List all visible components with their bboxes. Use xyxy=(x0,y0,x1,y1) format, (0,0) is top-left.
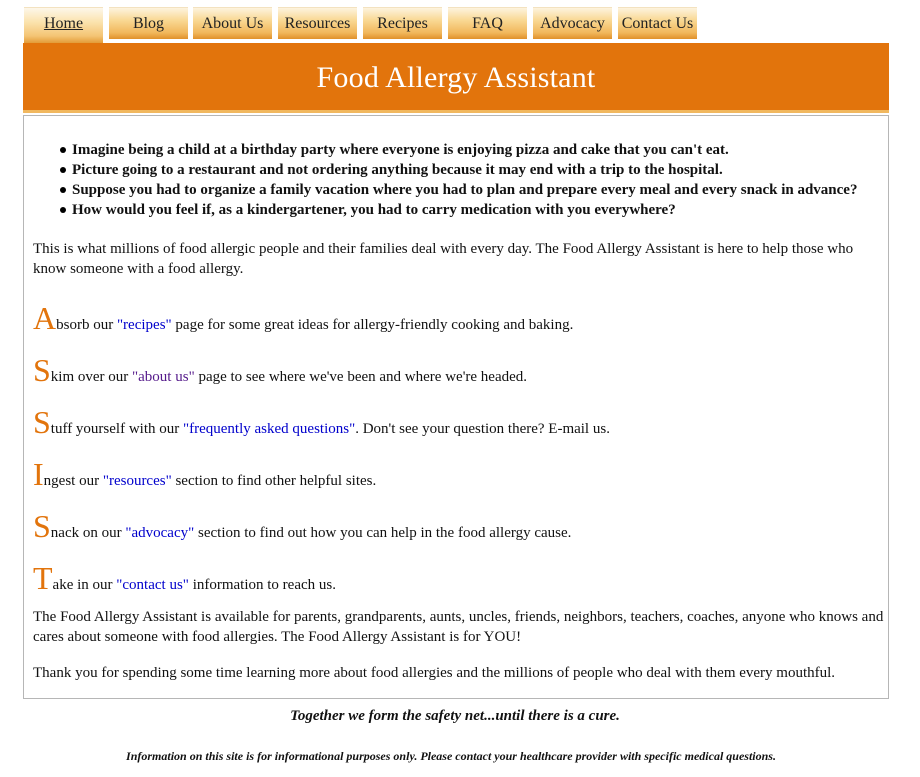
acrostic-letter: A xyxy=(33,300,57,336)
tab-contact-us[interactable] xyxy=(618,7,697,39)
tab-home[interactable] xyxy=(24,7,103,43)
tab-recipes[interactable] xyxy=(363,7,442,39)
acrostic-text: section to find other helpful sites. xyxy=(171,473,377,489)
acrostic-text: page to see where we've been and where we're headed. xyxy=(194,369,528,385)
list-item: How would you feel if, as a kindergartener, you had to carry medication with you everywhere? xyxy=(72,200,857,220)
acrostic-text: kim over our xyxy=(50,369,133,385)
tab-recipes-label: Recipes xyxy=(377,15,428,32)
acrostic-letter: S xyxy=(33,508,51,544)
acrostic-line-absorb xyxy=(33,300,574,336)
main-nav xyxy=(24,7,704,43)
acrostic-text: ake in our xyxy=(52,577,117,593)
closing-paragraph: The Food Allergy Assistant is available for parents, grandparents, aunts, uncles, friends, neighbors, teachers, coaches, anyone who knows and cares about someone with food allergies. The Food Allergy Assistant is for YOU! xyxy=(33,609,884,645)
tab-resources-label: Resources xyxy=(284,15,351,32)
tab-faq-label: FAQ xyxy=(472,15,503,32)
list-item: Picture going to a restaurant and not ordering anything because it may end with a trip to the hospital. xyxy=(72,160,857,180)
list-item: Suppose you had to organize a family vacation where you had to plan and prepare every meal and every snack in advance? xyxy=(72,182,858,198)
tab-about-us-label: About Us xyxy=(201,15,264,32)
acrostic-line-snack xyxy=(33,508,572,544)
about-us-link[interactable]: "about us" xyxy=(132,369,195,385)
tab-advocacy-label: Advocacy xyxy=(540,15,605,32)
tab-about-us[interactable] xyxy=(193,7,272,39)
acrostic-text: nack on our xyxy=(50,525,126,541)
acrostic-text: page for some great ideas for allergy-friendly cooking and baking. xyxy=(171,317,574,333)
intro-paragraph: This is what millions of food allergic people and their families deal with every day. The Food Allergy Assistant is here to help those who know someone with a food allergy. xyxy=(33,241,854,277)
header-banner xyxy=(23,43,889,113)
footer-disclaimer: Information on this site is for informational purposes only. Please contact your healthcare provider with specific medical questions. xyxy=(126,749,776,763)
thank-you-paragraph: Thank you for spending some time learning more about food allergies and the millions of people who deal with them every mouthful. xyxy=(33,665,836,681)
acrostic-line-ingest xyxy=(33,456,377,492)
recipes-link[interactable]: "recipes" xyxy=(116,317,172,333)
acrostic-letter: S xyxy=(33,352,51,388)
tab-resources[interactable] xyxy=(278,7,357,39)
acrostic-line-skim xyxy=(33,352,528,388)
contact-us-link[interactable]: "contact us" xyxy=(116,577,189,593)
acrostic-line-stuff xyxy=(33,404,610,440)
acrostic-text: tuff yourself with our xyxy=(50,421,183,437)
site-title: Food Allergy Assistant xyxy=(316,61,596,94)
acrostic-text: section to find out how you can help in the food allergy cause. xyxy=(194,525,572,541)
acrostic-text: bsorb our xyxy=(56,317,117,333)
resources-link[interactable]: "resources" xyxy=(102,473,172,489)
acrostic-line-take xyxy=(33,560,336,596)
advocacy-link[interactable]: "advocacy" xyxy=(125,525,195,541)
tab-contact-us-label: Contact Us xyxy=(621,15,694,32)
tab-blog-label: Blog xyxy=(132,15,165,32)
acrostic-text: . Don't see your question there? E-mail us. xyxy=(355,421,610,437)
intro-bullets xyxy=(72,140,857,220)
faq-link[interactable]: "frequently asked questions" xyxy=(183,421,356,437)
list-item: Imagine being a child at a birthday party where everyone is enjoying pizza and cake that you can't eat. xyxy=(72,140,857,160)
tab-advocacy[interactable] xyxy=(533,7,612,39)
acrostic-letter: S xyxy=(33,404,51,440)
tab-faq[interactable] xyxy=(448,7,527,39)
acrostic-text: information to reach us. xyxy=(188,577,336,593)
tab-home-label: Home xyxy=(43,15,84,32)
acrostic-text: ngest our xyxy=(43,473,103,489)
main-content xyxy=(23,115,889,699)
footer-tagline: Together we form the safety net...until there is a cure. xyxy=(290,708,620,724)
acrostic-letter: I xyxy=(33,456,44,492)
acrostic-letter: T xyxy=(33,560,53,596)
tab-blog[interactable] xyxy=(109,7,188,39)
